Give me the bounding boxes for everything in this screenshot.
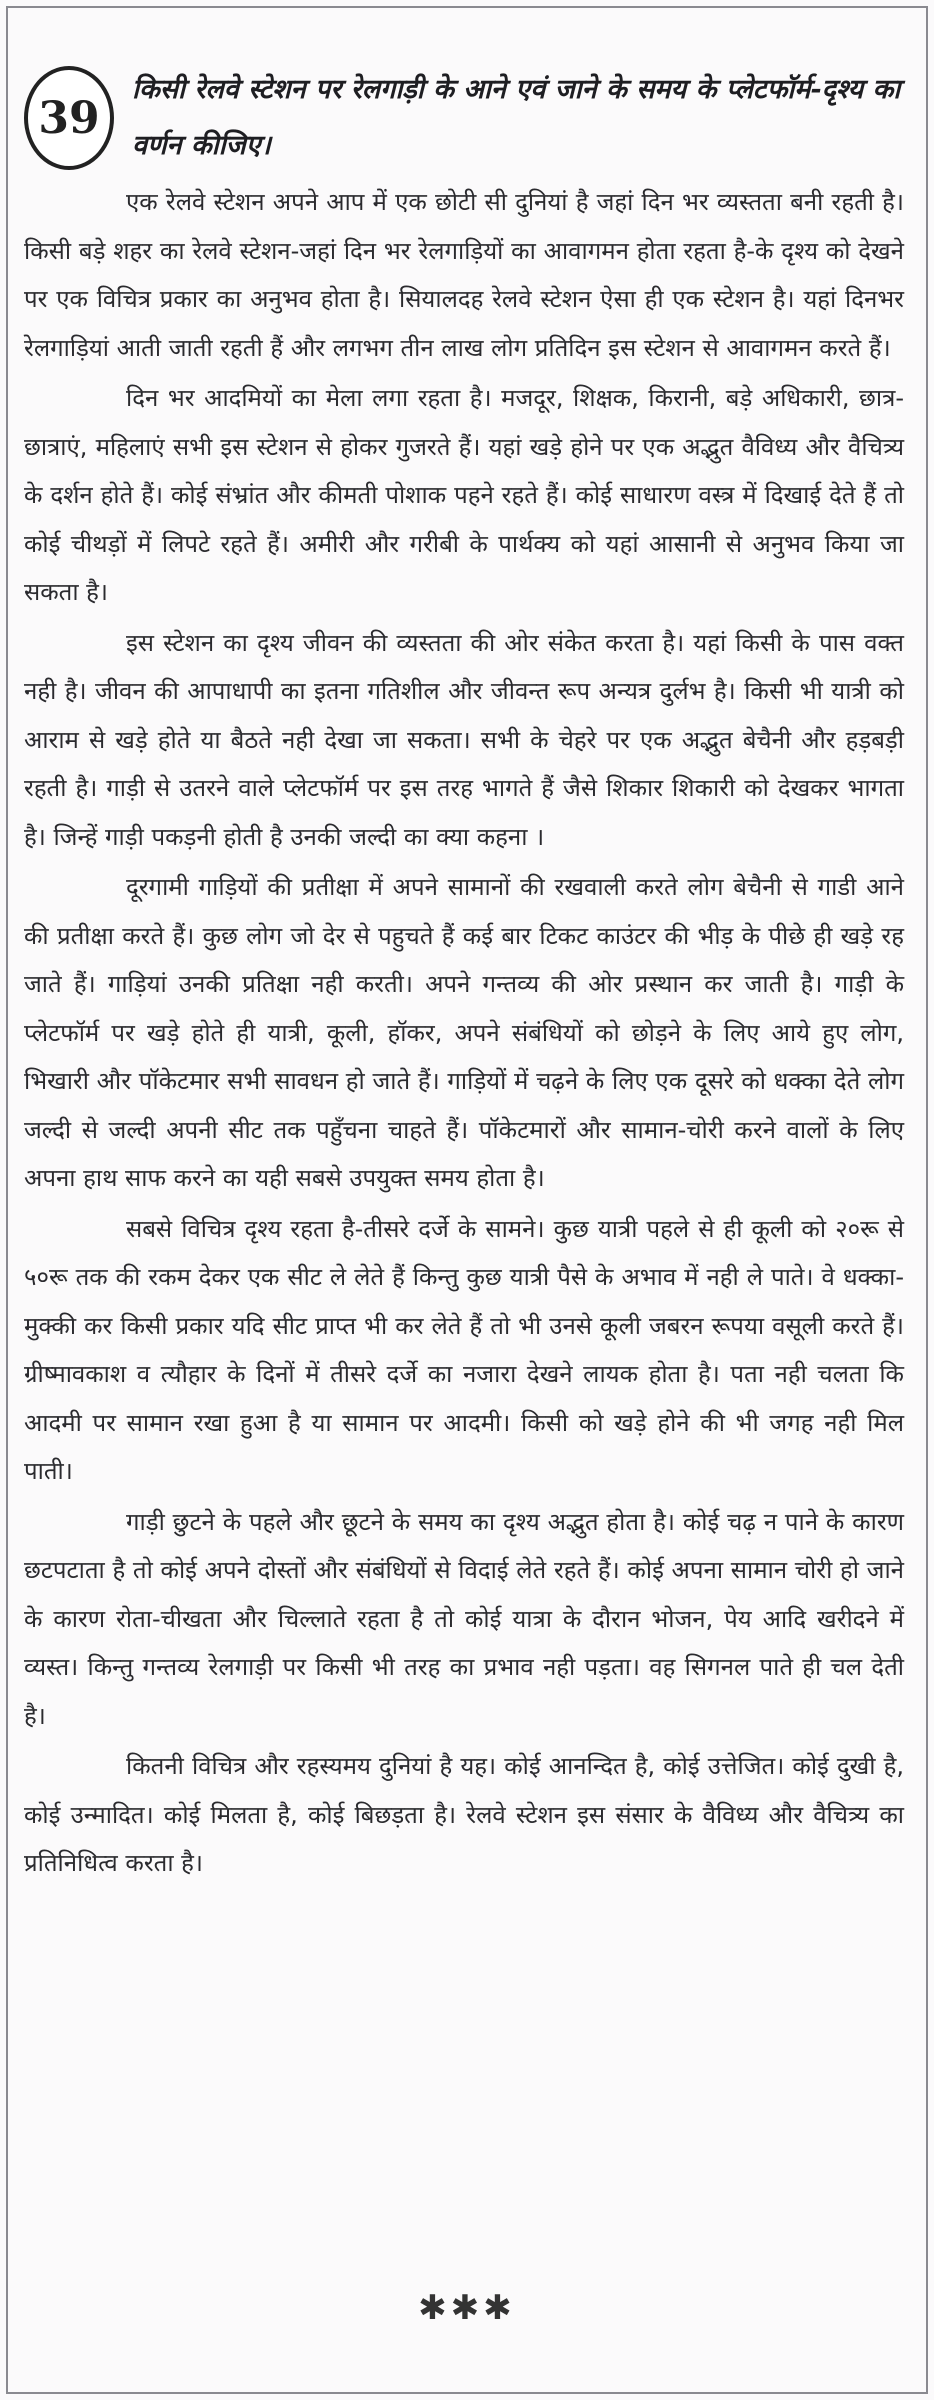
essay-paragraph: सबसे विचित्र दृश्य रहता है-तीसरे दर्जे के सामने। कुछ यात्री पहले से ही कूली को २०रू से ५०रू तक की रकम देकर एक सीट ले लेते हैं किन्तु कुछ यात्री पैसे के अभाव में नही ले पाते। वे धक्का-मुक्की कर किसी प्रकार यदि सीट प्राप्त भी कर लेते हैं तो भी उनसे कूली जबरन रूपया वसूली करते हैं। ग्रीष्मावकाश व त्यौहार के दिनों में तीसरे दर्जे का नजारा देखने लायक होता है। पता नही चलता कि आदमी पर सामान रखा हुआ है या सामान पर आदमी। किसी को खड़े होने की भी जगह नही मिल पाती। bbox=[24, 1214, 904, 1485]
essay-body bbox=[24, 178, 904, 1890]
question-number-badge: 39 bbox=[24, 66, 114, 170]
end-ornament-icon: ✱✱✱ bbox=[418, 2288, 516, 2328]
essay-paragraph: कितनी विचित्र और रहस्यमय दुनियां है यह। कोई आनन्दित है, कोई उत्तेजित। कोई दुखी है, कोई उन्मादित। कोई मिलता है, कोई बिछड़ता है। रेलवे स्टेशन इस संसार के वैविध्य और वैचित्र्य का प्रतिनिधित्व करता है। bbox=[24, 1752, 904, 1877]
essay-paragraph: दिन भर आदमियों का मेला लगा रहता है। मजदूर, शिक्षक, किरानी, बड़े अधिकारी, छात्र-छात्राएं, महिलाएं सभी इस स्टेशन से होकर गुजरते हैं। यहां खड़े होने पर एक अद्भुत वैविध्य और वैचित्र्य के दर्शन होते हैं। कोई संभ्रांत और कीमती पोशाक पहने रहते हैं। कोई साधारण वस्त्र में दिखाई देते हैं तो कोई चीथड़ों में लिपटे रहते हैं। अमीरी और गरीबी के पार्थक्य को यहां आसानी से अनुभव किया जा सकता है। bbox=[24, 384, 904, 606]
essay-paragraph: इस स्टेशन का दृश्य जीवन की व्यस्तता की ओर संकेत करता है। यहां किसी के पास वक्त नही है। जीवन की आपाधापी का इतना गतिशील और जीवन्त रूप अन्यत्र दुर्लभ है। किसी भी यात्री को आराम से खड़े होते या बैठते नही देखा जा सकता। सभी के चेहरे पर एक अद्भुत बेचैनी और हड़बड़ी रहती है। गाड़ी से उतरने वाले प्लेटफॉर्म पर इस तरह भागते हैं जैसे शिकार शिकारी को देखकर भागता है। जिन्हें गाड़ी पकड़नी होती है उनकी जल्दी का क्या कहना । bbox=[24, 628, 904, 851]
essay-paragraph: दूरगामी गाड़ियों की प्रतीक्षा में अपने सामानों की रखवाली करते लोग बेचैनी से गाडी आने की प्रतीक्षा करते हैं। कुछ लोग जो देर से पहुचते हैं कई बार टिकट काउंटर की भीड़ के पीछे ही खड़े रह जाते हैं। गाड़ियां उनकी प्रतिक्षा नही करती। अपने गन्तव्य की ओर प्रस्थान कर जाती है। गाड़ी के प्लेटफॉर्म पर खड़े होते ही यात्री, कूली, हॉकर, अपने संबंधियों को छोड़ने के लिए आये हुए लोग, भिखारी और पॉकेटमार सभी सावधन हो जाते हैं। गाड़ियों में चढ़ने के लिए एक दूसरे को धक्का देते लोग जल्दी से जल्दी अपनी सीट तक पहुँचना चाहते हैं। पॉकेटमारों और सामान-चोरी करने वालों के लिए अपना हाथ साफ करने का यही सबसे उपयुक्त समय होता है। bbox=[24, 873, 904, 1192]
essay-paragraph: एक रेलवे स्टेशन अपने आप में एक छोटी सी दुनियां है जहां दिन भर व्यस्तता बनी रहती है। किसी बड़े शहर का रेलवे स्टेशन-जहां दिन भर रेलगाड़ियों का आवागमन होता रहता है-के दृश्य को देखने पर एक विचित्र प्रकार का अनुभव होता है। सियालदह रेलवे स्टेशन ऐसा ही एक स्टेशन है। यहां दिनभर रेलगाड़ियां आती जाती रहती हैं और लगभग तीन लाख लोग प्रतिदिन इस स्टेशन से आवागमन करते हैं। bbox=[24, 188, 904, 362]
question-heading: किसी रेलवे स्टेशन पर रेलगाड़ी के आने एवं जाने के समय के प्लेटफॉर्म-दृश्य का वर्णन कीजिए। bbox=[132, 74, 901, 161]
essay-paragraph: गाड़ी छुटने के पहले और छूटने के समय का दृश्य अद्भुत होता है। कोई चढ़ न पाने के कारण छटपटाता है तो कोई अपने दोस्तों और संबंधियों से विदाई लेते रहते हैं। कोई अपना सामान चोरी हो जाने के कारण रोता-चीखता और चिल्लाते रहता है तो कोई यात्रा के दौरान भोजन, पेय आदि खरीदने में व्यस्त। किन्तु गन्तव्य रेलगाड़ी पर किसी भी तरह का प्रभाव नही पड़ता। वह सिगनल पाते ही चल देती है। bbox=[24, 1507, 904, 1730]
